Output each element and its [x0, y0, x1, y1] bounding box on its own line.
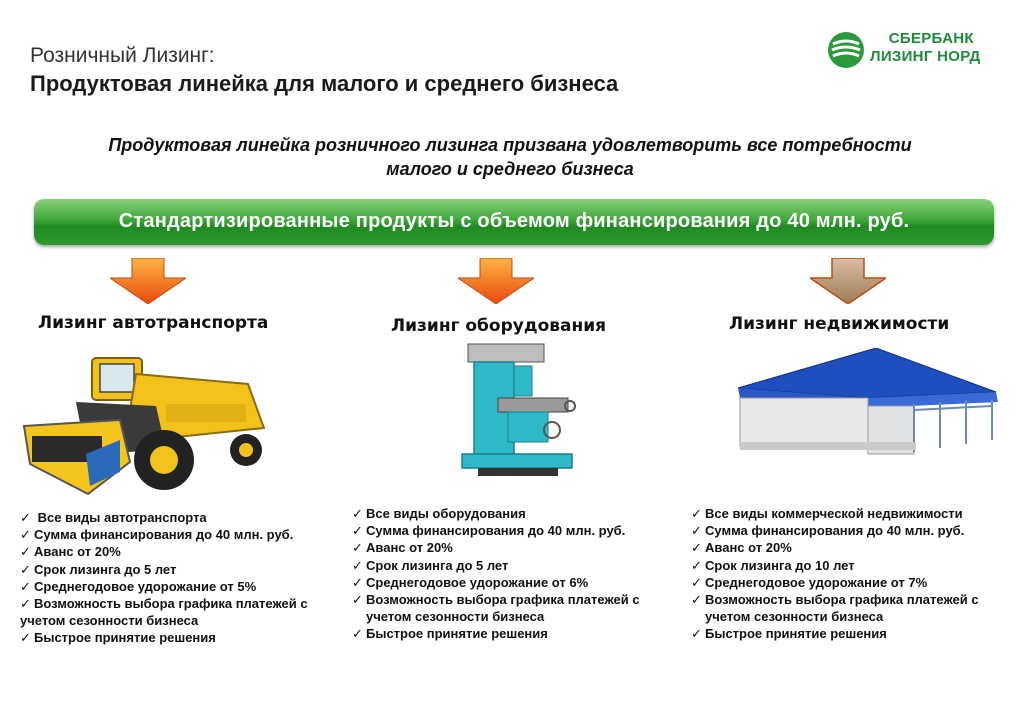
check-icon: ✓: [352, 540, 363, 556]
list-item: ✓ Возможность выбора графика платежей с: [20, 596, 308, 612]
down-arrow-icon: [810, 258, 886, 304]
list-item: ✓ Все виды коммерческой недвижимости: [691, 506, 963, 521]
column-title-equipment: Лизинг оборудования: [391, 316, 607, 336]
list-item-continuation: учетом сезонности бизнеса: [20, 613, 199, 629]
sberbank-logo-icon: [826, 30, 866, 70]
sberbank-leasing-logo: [826, 28, 996, 74]
column-title-vehicles: Лизинг автотранспорта: [38, 313, 269, 333]
check-icon: ✓: [20, 510, 31, 525]
combine-harvester-icon: [16, 344, 274, 500]
check-icon: ✓: [691, 506, 702, 521]
list-item: ✓ Срок лизинга до 5 лет: [20, 561, 177, 577]
list-item: ✓ Сумма финансирования до 40 млн. руб.: [20, 527, 294, 543]
financing-banner: Стандартизированные продукты с объемом финансирования до 40 млн. руб.: [34, 199, 994, 245]
lead-line2: малого и среднего бизнеса: [386, 159, 634, 179]
down-arrow-icon: [110, 258, 186, 304]
check-icon: ✓: [20, 578, 31, 594]
check-icon: ✓: [352, 592, 363, 608]
features-list-equipment: [352, 505, 640, 643]
check-icon: ✓: [352, 574, 363, 590]
list-item-continuation: учетом сезонности бизнеса: [705, 609, 884, 625]
check-icon: ✓: [691, 540, 702, 556]
page-title-line2: Продуктовая линейка для малого и среднего бизнеса: [30, 71, 619, 96]
list-item: ✓ Аванс от 20%: [352, 540, 453, 556]
logo-line1: СБЕРБАНК: [888, 30, 974, 47]
milling-machine-icon: [458, 340, 578, 480]
list-item: ✓ Быстрое принятие решения: [20, 630, 216, 646]
check-icon: ✓: [691, 574, 702, 590]
list-item: ✓ Сумма финансирования до 40 млн. руб.: [352, 523, 626, 539]
check-icon: ✓: [20, 596, 31, 612]
list-item: ✓ Быстрое принятие решения: [691, 626, 887, 642]
check-icon: ✓: [352, 626, 363, 642]
check-icon: ✓: [20, 527, 31, 543]
list-item: ✓ Среднегодовое удорожание от 6%: [352, 574, 589, 590]
list-item: ✓ Возможность выбора графика платежей с: [352, 592, 640, 608]
list-item-continuation: учетом сезонности бизнеса: [366, 609, 545, 625]
list-item: ✓ Сумма финансирования до 40 млн. руб.: [691, 523, 965, 539]
check-icon: ✓: [691, 592, 702, 608]
check-icon: ✓: [691, 557, 702, 573]
list-item: ✓ Быстрое принятие решения: [352, 626, 548, 642]
lead-text: [20, 133, 1000, 181]
check-icon: ✓: [20, 544, 31, 560]
features-list-vehicles: [20, 509, 308, 647]
check-icon: ✓: [20, 561, 31, 577]
list-item: ✓ Среднегодовое удорожание от 5%: [20, 578, 257, 594]
page-title-line1: Розничный Лизинг:: [30, 44, 215, 67]
features-list-realestate: [691, 505, 979, 643]
list-item: ✓ Возможность выбора графика платежей с: [691, 592, 979, 608]
list-item: ✓ Аванс от 20%: [691, 540, 792, 556]
check-icon: ✓: [691, 626, 702, 642]
column-title-realestate: Лизинг недвижимости: [729, 314, 950, 334]
list-item: ✓ Срок лизинга до 10 лет: [691, 557, 855, 573]
logo-line2: ЛИЗИНГ НОРД: [870, 48, 981, 65]
list-item: ✓ Все виды автотранспорта: [20, 510, 207, 525]
down-arrow-icon: [458, 258, 534, 304]
check-icon: ✓: [20, 630, 31, 646]
list-item: ✓ Аванс от 20%: [20, 544, 121, 560]
lead-line1: Продуктовая линейка розничного лизинга призвана удовлетворить все потребности: [108, 135, 912, 155]
check-icon: ✓: [691, 523, 702, 539]
warehouse-building-icon: [734, 348, 1000, 456]
list-item: ✓ Срок лизинга до 5 лет: [352, 557, 509, 573]
check-icon: ✓: [352, 523, 363, 539]
check-icon: ✓: [352, 506, 363, 521]
list-item: ✓ Среднегодовое удорожание от 7%: [691, 574, 928, 590]
list-item: ✓ Все виды оборудования: [352, 506, 526, 521]
check-icon: ✓: [352, 557, 363, 573]
